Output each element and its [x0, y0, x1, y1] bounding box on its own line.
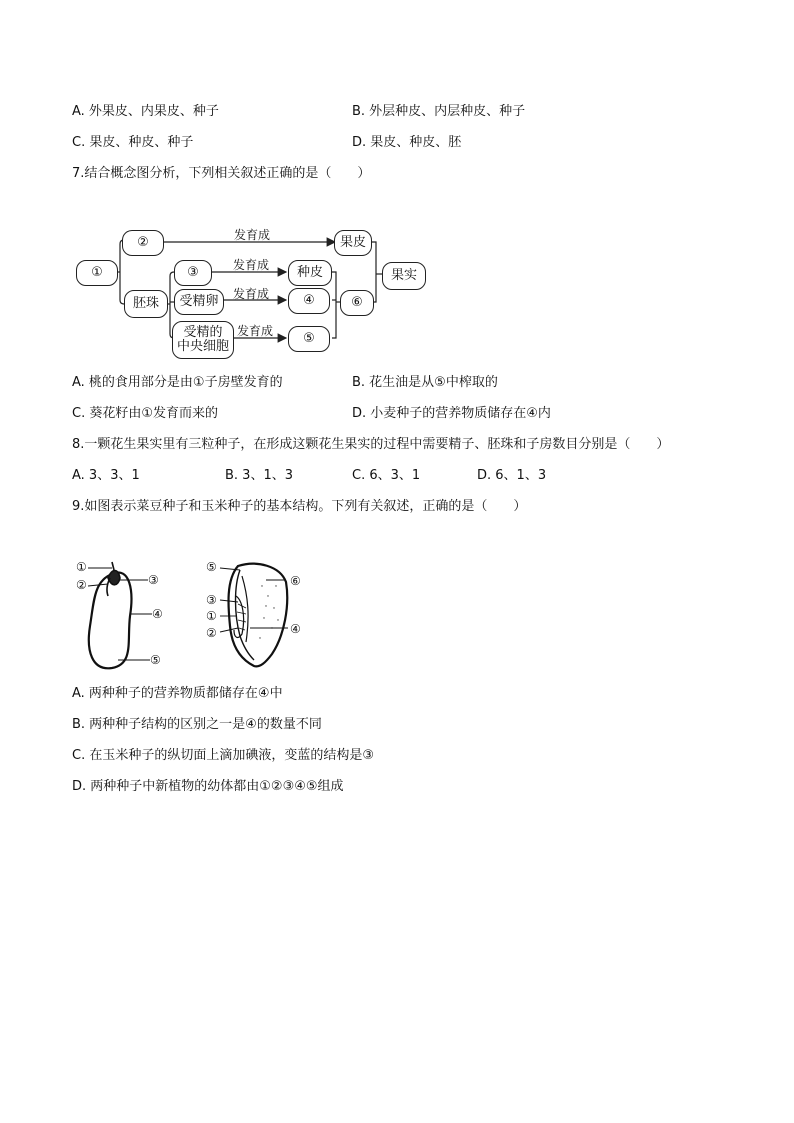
corn-label-1: ①	[206, 609, 217, 623]
q9-option-a[interactable]: A. 两种种子的营养物质都储存在④中	[72, 686, 283, 701]
node-pericarp: 果皮	[334, 230, 372, 256]
node-fruit: 果实	[382, 262, 426, 290]
q8-option-a[interactable]: A. 3、3、1	[72, 468, 140, 483]
node-6: ⑥	[340, 290, 374, 316]
node-2: ②	[122, 230, 164, 256]
corn-label-3: ③	[206, 593, 217, 607]
arrow-label-3: 发育成	[233, 287, 270, 301]
arrow-label-2: 发育成	[233, 258, 270, 272]
corn-label-6: ⑥	[290, 574, 301, 588]
central-cell-line1: 受精的	[183, 325, 223, 340]
node-4: ④	[288, 288, 330, 314]
central-cell-line2: 中央细胞	[176, 339, 229, 354]
q6-option-b[interactable]: B. 外层种皮、内层种皮、种子	[352, 104, 526, 119]
q8-option-c[interactable]: C. 6、3、1	[352, 468, 421, 483]
q9-stem: 9.如图表示菜豆种子和玉米种子的基本结构。下列有关叙述，正确的是（ ）	[72, 499, 527, 514]
bean-label-4: ④	[152, 607, 163, 621]
q9-option-c[interactable]: C. 在玉米种子的纵切面上滴加碘液，变蓝的结构是③	[72, 748, 374, 763]
node-ovule: 胚珠	[124, 290, 168, 318]
q6-option-c[interactable]: C. 果皮、种皮、种子	[72, 135, 194, 150]
node-central-cell	[172, 321, 234, 359]
arrow-label-1: 发育成	[234, 228, 271, 242]
q9-option-b[interactable]: B. 两种种子结构的区别之一是④的数量不同	[72, 717, 322, 732]
corn-seed-figure	[202, 556, 312, 676]
node-seed-coat: 种皮	[288, 260, 332, 286]
q7-stem: 7.结合概念图分析，下列相关叙述正确的是（ ）	[72, 166, 371, 181]
bean-label-1: ①	[76, 560, 87, 574]
q8-option-b[interactable]: B. 3、1、3	[225, 468, 293, 483]
corn-label-2: ②	[206, 626, 217, 640]
node-3: ③	[174, 260, 212, 286]
q8-option-d[interactable]: D. 6、1、3	[477, 468, 547, 483]
bean-seed-figure	[72, 556, 182, 676]
node-fertilized-egg: 受精卵	[174, 289, 224, 315]
arrow-label-4: 发育成	[237, 324, 274, 338]
bean-label-5: ⑤	[150, 653, 161, 667]
q7-option-a[interactable]: A. 桃的食用部分是由①子房壁发育的	[72, 375, 283, 390]
node-1: ①	[76, 260, 118, 286]
q6-option-d[interactable]: D. 果皮、种皮、胚	[352, 135, 462, 150]
corn-label-4: ④	[290, 622, 301, 636]
bean-label-2: ②	[76, 578, 87, 592]
concept-diagram	[70, 222, 440, 362]
bean-label-3: ③	[148, 573, 159, 587]
q7-option-b[interactable]: B. 花生油是从⑤中榨取的	[352, 375, 498, 390]
q7-option-d[interactable]: D. 小麦种子的营养物质储存在④内	[352, 406, 551, 421]
node-5: ⑤	[288, 326, 330, 352]
q6-option-a[interactable]: A. 外果皮、内果皮、种子	[72, 104, 219, 119]
q9-option-d[interactable]: D. 两种种子中新植物的幼体都由①②③④⑤组成	[72, 779, 344, 794]
corn-label-5: ⑤	[206, 560, 217, 574]
q8-stem: 8.一颗花生果实里有三粒种子，在形成这颗花生果实的过程中需要精子、胚珠和子房数目分别是（ ）	[72, 437, 670, 452]
q7-option-c[interactable]: C. 葵花籽由①发育而来的	[72, 406, 218, 421]
bean-seed-drawing	[72, 556, 182, 676]
